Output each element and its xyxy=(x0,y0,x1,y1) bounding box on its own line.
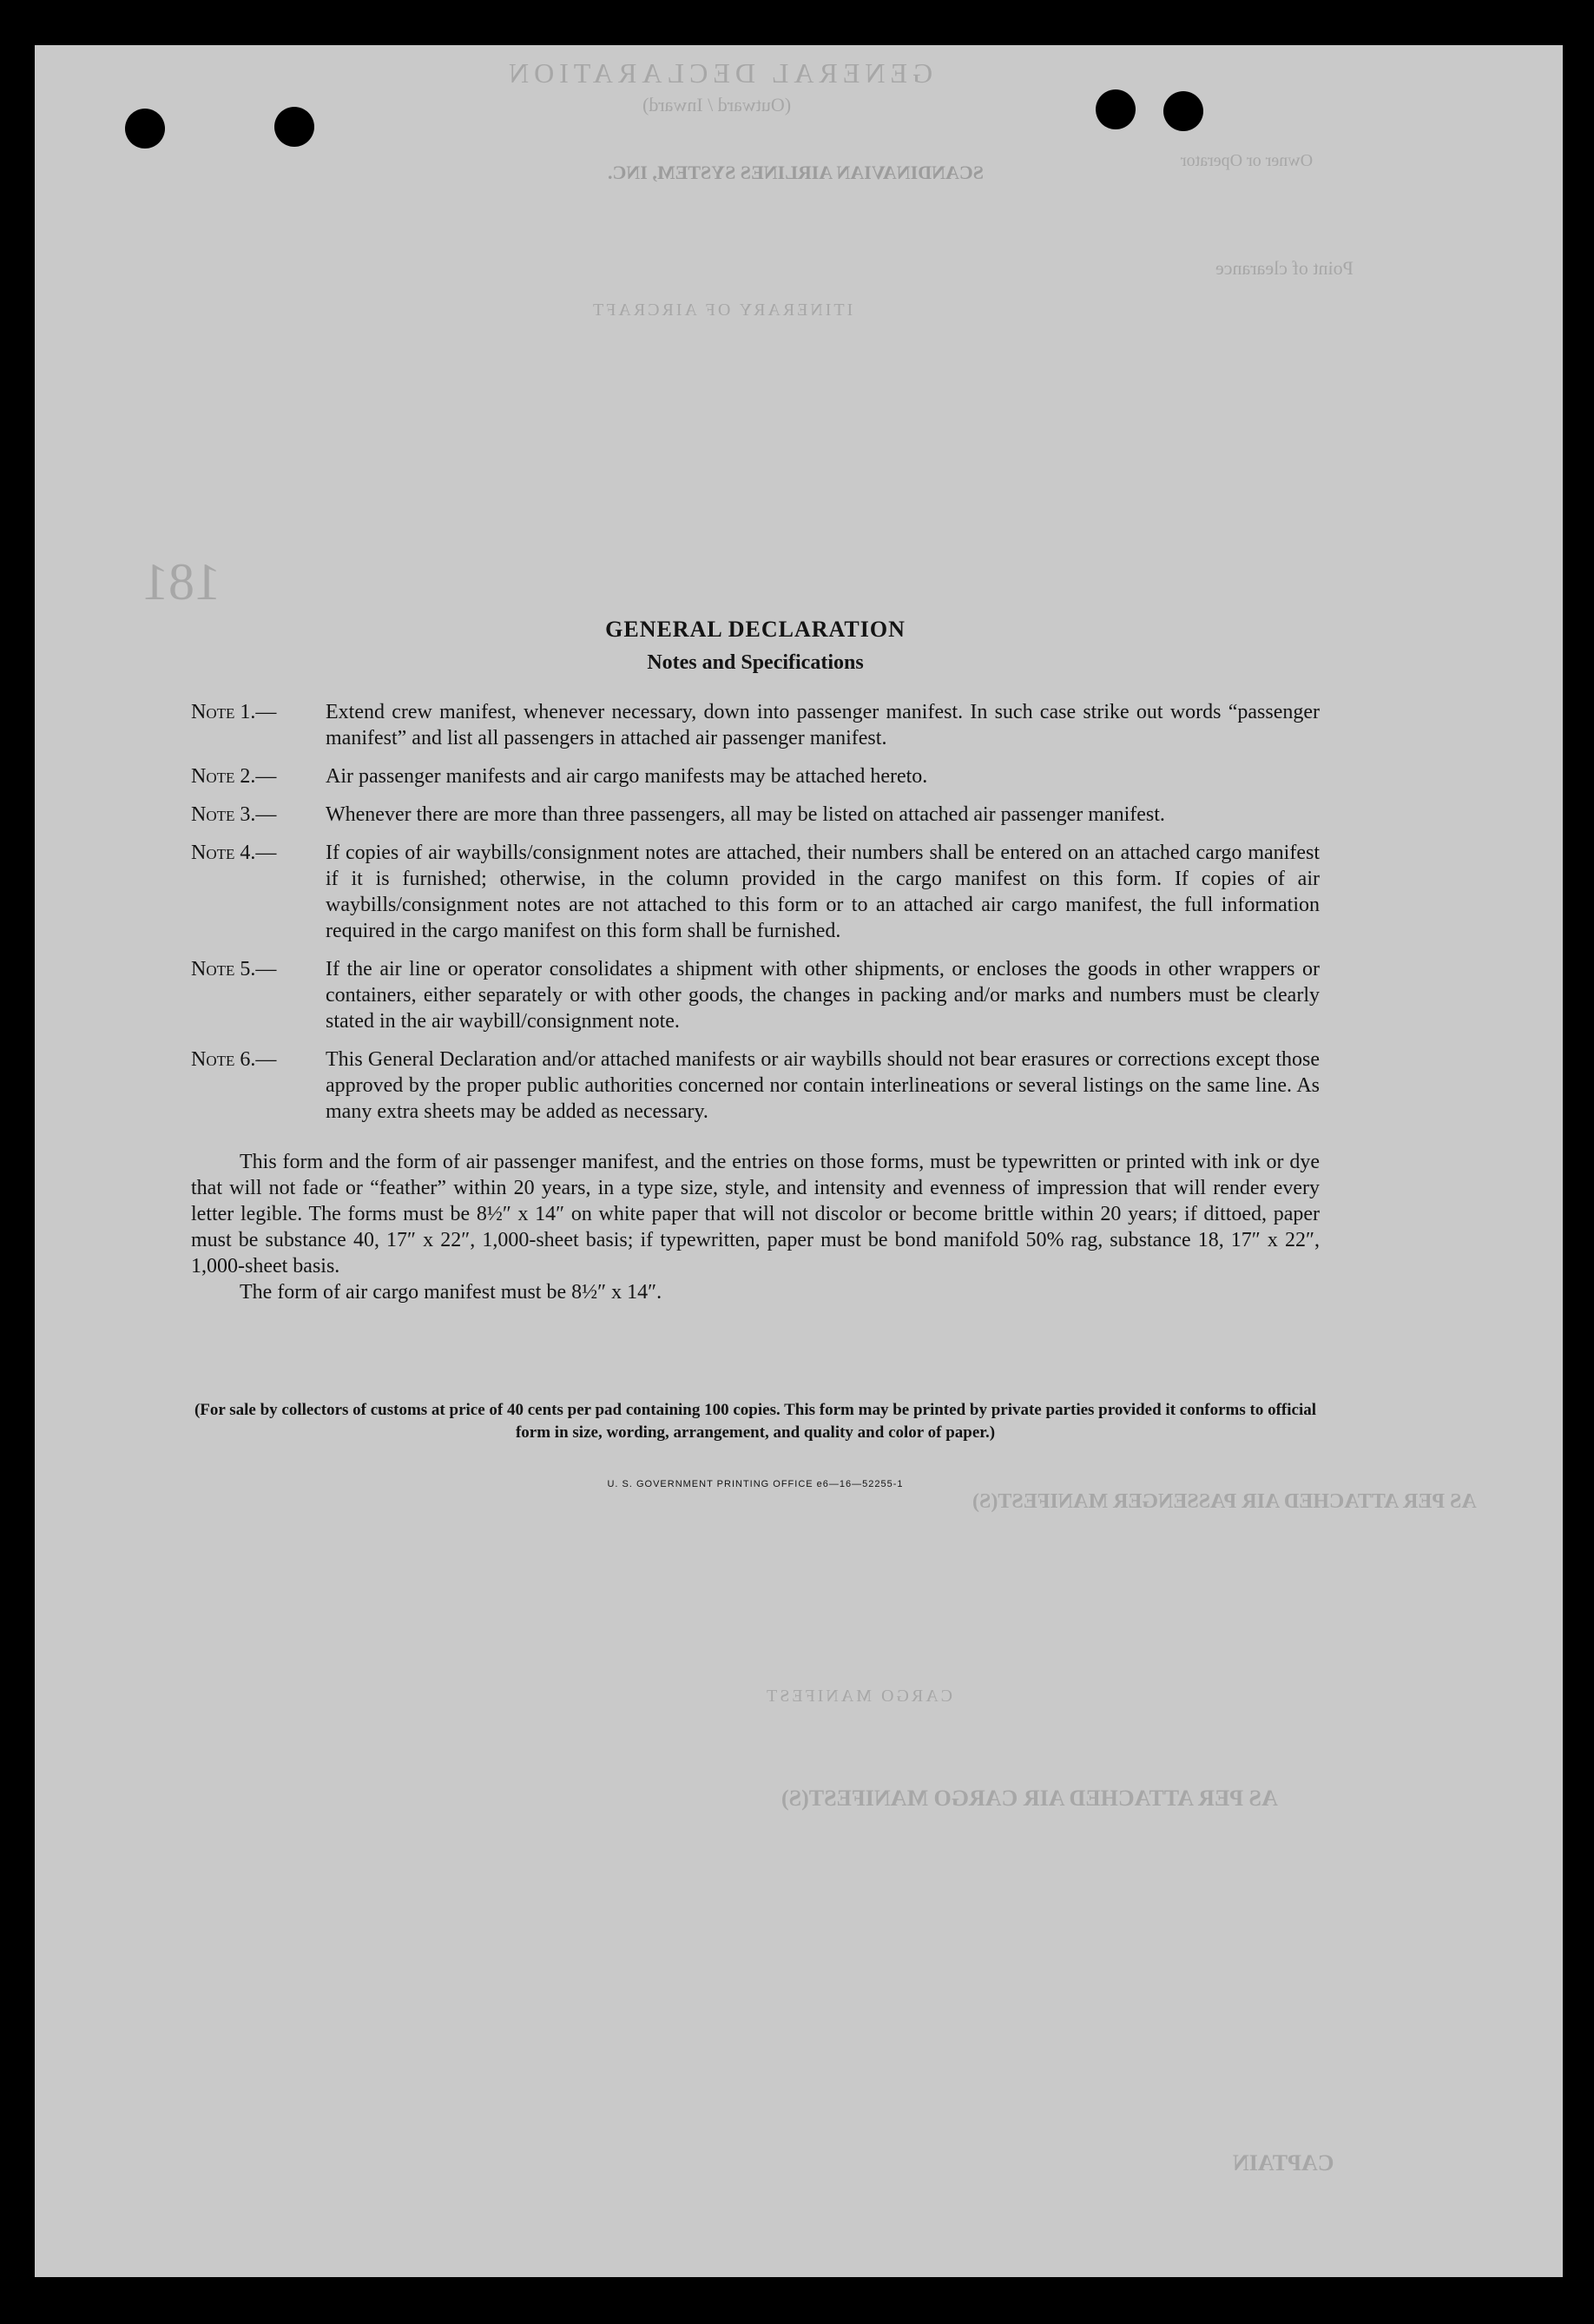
bleed-through-outward: (Outward / Inward) xyxy=(642,94,792,116)
bleed-through-page-number: 181 xyxy=(142,553,221,611)
note-text: If the air line or operator consolidates a shipment with other shipments, or encloses the goods in other wrappers or containers, either separately or with other goods, the changes in packing and/or marks and numbers must be clearly stated in the air waybill/consignment note. xyxy=(326,958,1320,1033)
note-4 xyxy=(191,840,1320,944)
form-requirements-paragraph: This form and the form of air passenger manifest, and the entries on those forms, must be typewritten or printed with ink or dye that will not fade or “feather” within 20 years, in a type size, style, and intensity and evenness of impression that will render every letter legible. The forms must be 8½″ x 14″ on white paper that will not discolor or become brittle within 20 years; if dittoed, paper must be substance 40, 17″ x 22″, 1,000-sheet basis; if typewritten, paper must be bond manifold 50% rag, substance 18, 17″ x 22″, 1,000-sheet basis. xyxy=(191,1151,1320,1278)
note-3 xyxy=(191,802,1320,828)
note-label: Note 6.— xyxy=(191,1048,277,1071)
punch-hole xyxy=(125,109,165,149)
printing-office-line: U. S. GOVERNMENT PRINTING OFFICE e6—16—52255-1 xyxy=(607,1479,904,1489)
note-label: Note 1.— xyxy=(191,701,277,723)
bleed-through-clearance: Point of clearance xyxy=(1215,257,1354,279)
note-label: Note 4.— xyxy=(191,842,277,864)
bleed-through-cargo-stamp: AS PER ATTACHED AIR CARGO MANIFEST(S) xyxy=(781,1786,1278,1811)
page-title: GENERAL DECLARATION xyxy=(605,617,906,642)
note-5 xyxy=(191,956,1320,1034)
punch-hole xyxy=(274,107,314,147)
bleed-through-captain: CAPTAIN xyxy=(1233,2150,1334,2175)
note-2 xyxy=(191,763,1320,789)
note-1 xyxy=(191,699,1320,751)
cargo-form-paragraph: The form of air cargo manifest must be 8½″ x 14″. xyxy=(240,1281,662,1304)
bleed-through-passenger-stamp: AS PER ATTACHED AIR PASSENGER MANIFEST(S) xyxy=(972,1490,1477,1513)
bleed-through-header: GENERAL DECLARATION xyxy=(504,57,933,89)
note-text: Air passenger manifests and air cargo manifests may be attached hereto. xyxy=(326,765,928,788)
document-sheet xyxy=(35,45,1563,2277)
punch-hole xyxy=(1163,91,1203,131)
note-text: This General Declaration and/or attached manifests or air waybills should not bear erasures or corrections except those approved by the proper public authorities concerned nor contain interlineations or several listings on the same line. As many extra sheets may be added as necessary. xyxy=(326,1048,1320,1123)
note-text: Whenever there are more than three passengers, all may be listed on attached air passenger manifest. xyxy=(326,803,1165,826)
punch-hole xyxy=(1096,89,1136,129)
page-subtitle: Notes and Specifications xyxy=(647,651,864,674)
note-label: Note 5.— xyxy=(191,958,277,980)
note-text: If copies of air waybills/consignment notes are attached, their numbers shall be entered on an attached cargo manifest if it is furnished; otherwise, in the column provided in the cargo manifest on this form. If copies of air waybills/consignment notes are not attached to this form or to an attached air cargo manifest, the full information required in the cargo manifest on this form shall be furnished. xyxy=(326,842,1320,942)
note-text: Extend crew manifest, whenever necessary, down into passenger manifest. In such case strike out words “passenger manifest” and list all passengers in attached air passenger manifest. xyxy=(326,701,1320,749)
note-label: Note 2.— xyxy=(191,765,277,788)
note-6 xyxy=(191,1046,1320,1125)
bleed-through-itinerary: ITINERARY OF AIRCRAFT xyxy=(590,300,853,320)
declaration-body xyxy=(191,617,1320,1489)
bleed-through-owner: Owner or Operator xyxy=(1181,151,1314,170)
bleed-through-airline: SCANDINAVIAN AIRLINES SYSTEM, INC. xyxy=(608,162,984,183)
note-label: Note 3.— xyxy=(191,803,277,826)
sale-notice: (For sale by collectors of customs at price of 40 cents per pad containing 100 copies. This form may be printed by private parties provided it conforms to official form in size, wording, arrangement, and quality and color of paper.) xyxy=(194,1401,1317,1442)
bleed-through-cargo-header: CARGO MANIFEST xyxy=(764,1687,953,1706)
